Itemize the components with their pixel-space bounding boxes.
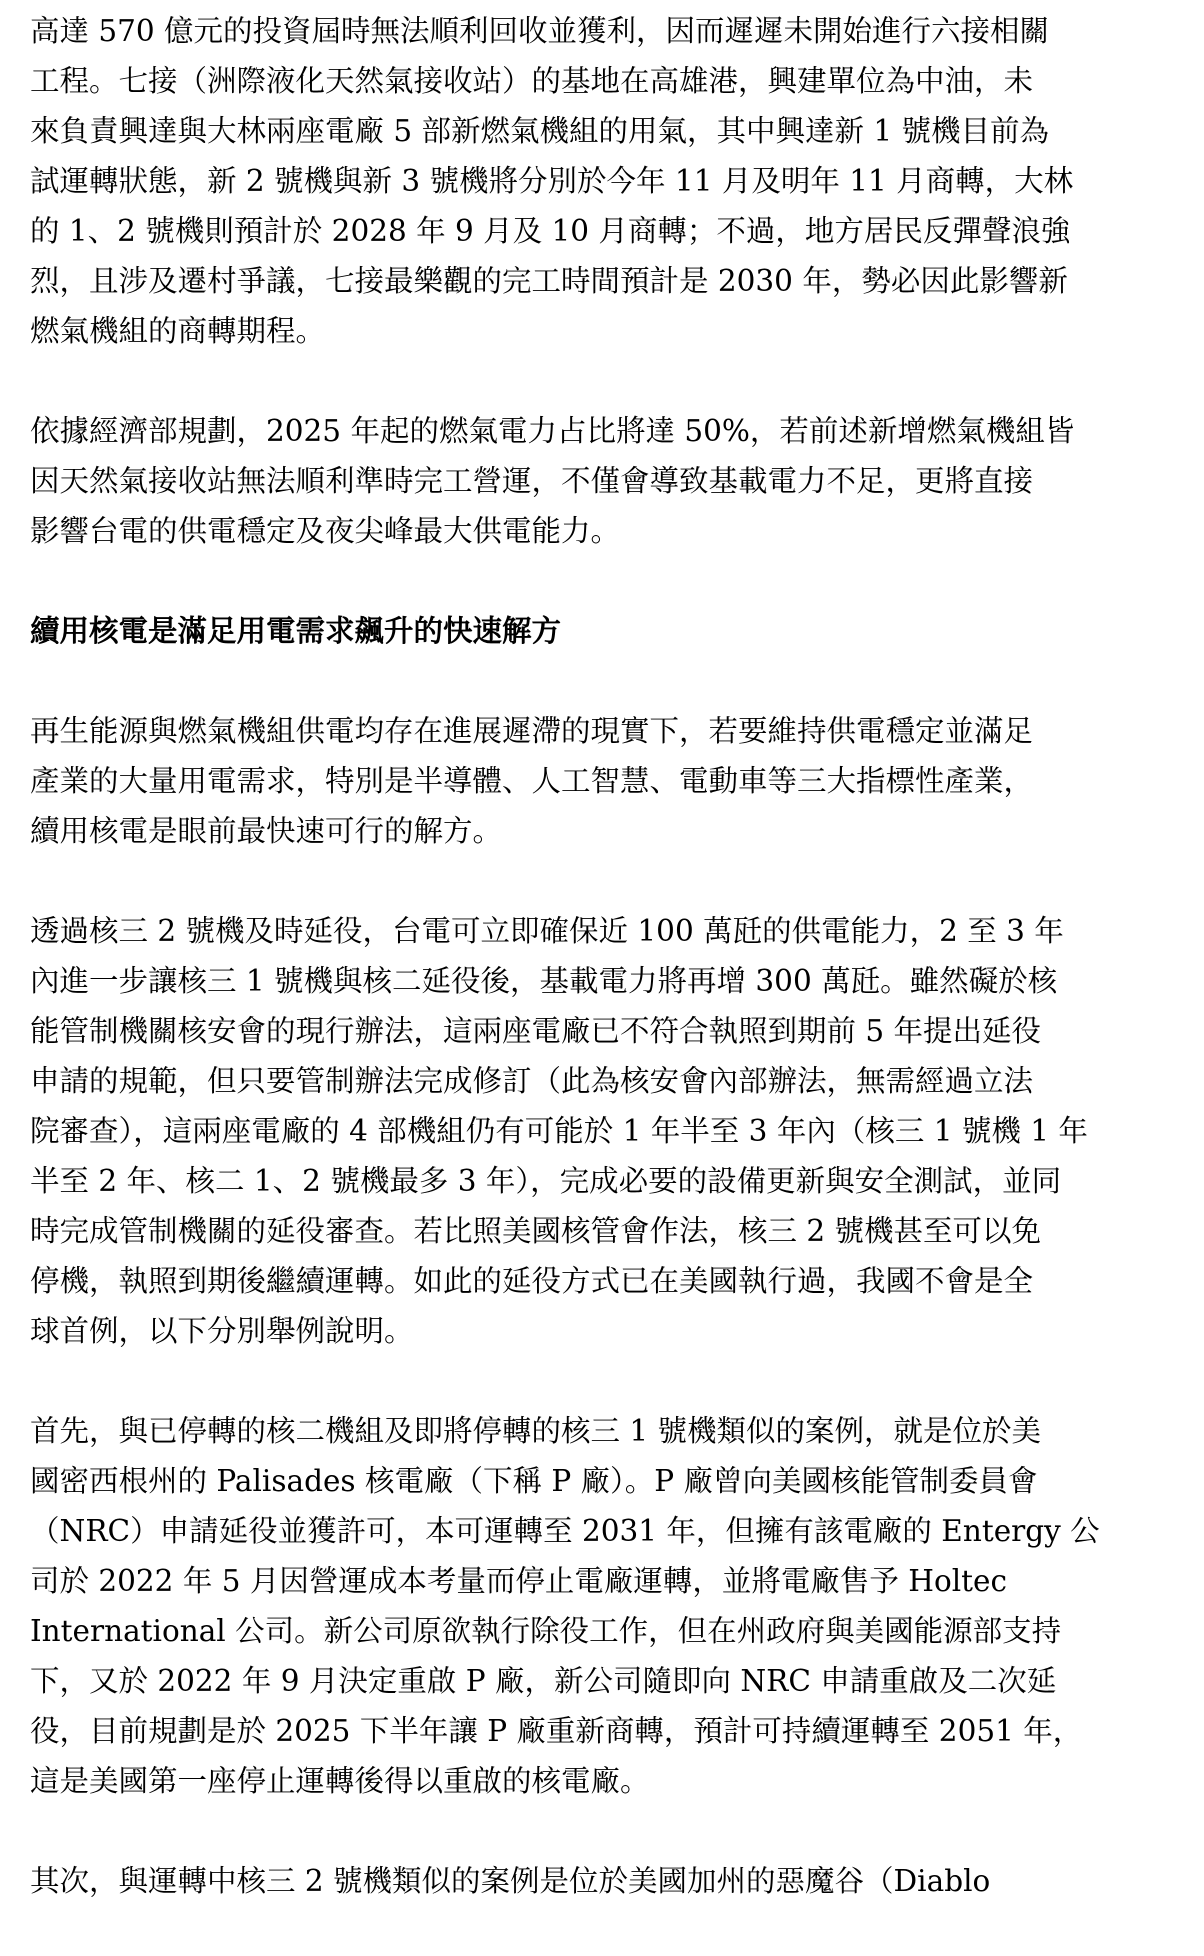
text-line: 院審查），這兩座電廠的 4 部機組仍有可能於 1 年半至 3 年內（核三 1 號機 1 年 xyxy=(30,1114,1088,1148)
text-line: 其次，與運轉中核三 2 號機類似的案例是位於美國加州的惡魔谷（Diablo xyxy=(30,1864,991,1898)
document-page xyxy=(30,6,1180,1956)
text-line: 時完成管制機關的延役審查。若比照美國核管會作法，核三 2 號機甚至可以免 xyxy=(30,1214,1042,1248)
text-line: 燃氣機組的商轉期程。 xyxy=(30,314,326,348)
paragraph-license-extension xyxy=(30,906,1180,1356)
paragraph-diablo-case xyxy=(30,1856,1180,1906)
text-line: 首先，與已停轉的核二機組及即將停轉的核三 1 號機類似的案例，就是位於美 xyxy=(30,1414,1042,1448)
text-line: 下，又於 2022 年 9 月決定重啟 P 廠，新公司隨即向 NRC 申請重啟及二次延 xyxy=(30,1664,1057,1698)
text-line: 續用核電是眼前最快速可行的解方。 xyxy=(30,814,503,848)
text-line: 役，目前規劃是於 2025 下半年讓 P 廠重新商轉，預計可持續運轉至 2051 年， xyxy=(30,1714,1083,1748)
section-heading xyxy=(30,606,1180,656)
paragraph-palisades-case xyxy=(30,1406,1180,1806)
paragraph-lng-terminal-delays xyxy=(30,6,1180,356)
text-line: 的 1、2 號機則預計於 2028 年 9 月及 10 月商轉；不過，地方居民反彈聲浪強 xyxy=(30,214,1071,248)
text-line: International 公司。新公司原欲執行除役工作，但在州政府與美國能源部支持 xyxy=(30,1614,1062,1648)
text-line: 烈，且涉及遷村爭議，七接最樂觀的完工時間預計是 2030 年，勢必因此影響新 xyxy=(30,264,1068,298)
text-line: 停機，執照到期後繼續運轉。如此的延役方式已在美國執行過，我國不會是全 xyxy=(30,1264,1034,1298)
text-line: 再生能源與燃氣機組供電均存在進展遲滯的現實下，若要維持供電穩定並滿足 xyxy=(30,714,1034,748)
text-line: 來負責興達與大林兩座電廠 5 部新燃氣機組的用氣，其中興達新 1 號機目前為 xyxy=(30,114,1050,148)
text-line: 能管制機關核安會的現行辦法，這兩座電廠已不符合執照到期前 5 年提出延役 xyxy=(30,1014,1042,1048)
text-line: 透過核三 2 號機及時延役，台電可立即確保近 100 萬瓩的供電能力，2 至 3 年 xyxy=(30,914,1064,948)
text-line: 國密西根州的 Palisades 核電廠（下稱 P 廠）。P 廠曾向美國核能管制委員會 xyxy=(30,1464,1038,1498)
text-line: 這是美國第一座停止運轉後得以重啟的核電廠。 xyxy=(30,1764,650,1798)
text-line: 半至 2 年、核二 1、2 號機最多 3 年），完成必要的設備更新與安全測試，並同 xyxy=(30,1164,1062,1198)
text-line: 司於 2022 年 5 月因營運成本考量而停止電廠運轉，並將電廠售予 Holtec xyxy=(30,1564,1007,1598)
text-line: 產業的大量用電需求，特別是半導體、人工智慧、電動車等三大指標性產業， xyxy=(30,764,1034,798)
paragraph-gas-share-plan xyxy=(30,406,1180,556)
text-line: （NRC）申請延役並獲許可，本可運轉至 2031 年，但擁有該電廠的 Entergy 公 xyxy=(30,1514,1100,1548)
text-line: 因天然氣接收站無法順利準時完工營運，不僅會導致基載電力不足，更將直接 xyxy=(30,464,1034,498)
text-line: 依據經濟部規劃，2025 年起的燃氣電力占比將達 50%，若前述新增燃氣機組皆 xyxy=(30,414,1075,448)
text-line: 內進一步讓核三 1 號機與核二延役後，基載電力將再增 300 萬瓩。雖然礙於核 xyxy=(30,964,1058,998)
paragraph-nuclear-solution xyxy=(30,706,1180,856)
text-line: 工程。七接（洲際液化天然氣接收站）的基地在高雄港，興建單位為中油，未 xyxy=(30,64,1034,98)
text-line: 申請的規範，但只要管制辦法完成修訂（此為核安會內部辦法，無需經過立法 xyxy=(30,1064,1034,1098)
heading-text: 續用核電是滿足用電需求飆升的快速解方 xyxy=(30,613,562,648)
text-line: 球首例，以下分別舉例說明。 xyxy=(30,1314,414,1348)
text-line: 高達 570 億元的投資屆時無法順利回收並獲利，因而遲遲未開始進行六接相關 xyxy=(30,14,1050,48)
text-line: 影響台電的供電穩定及夜尖峰最大供電能力。 xyxy=(30,514,621,548)
text-line: 試運轉狀態，新 2 號機與新 3 號機將分別於今年 11 月及明年 11 月商轉，大林 xyxy=(30,164,1074,198)
